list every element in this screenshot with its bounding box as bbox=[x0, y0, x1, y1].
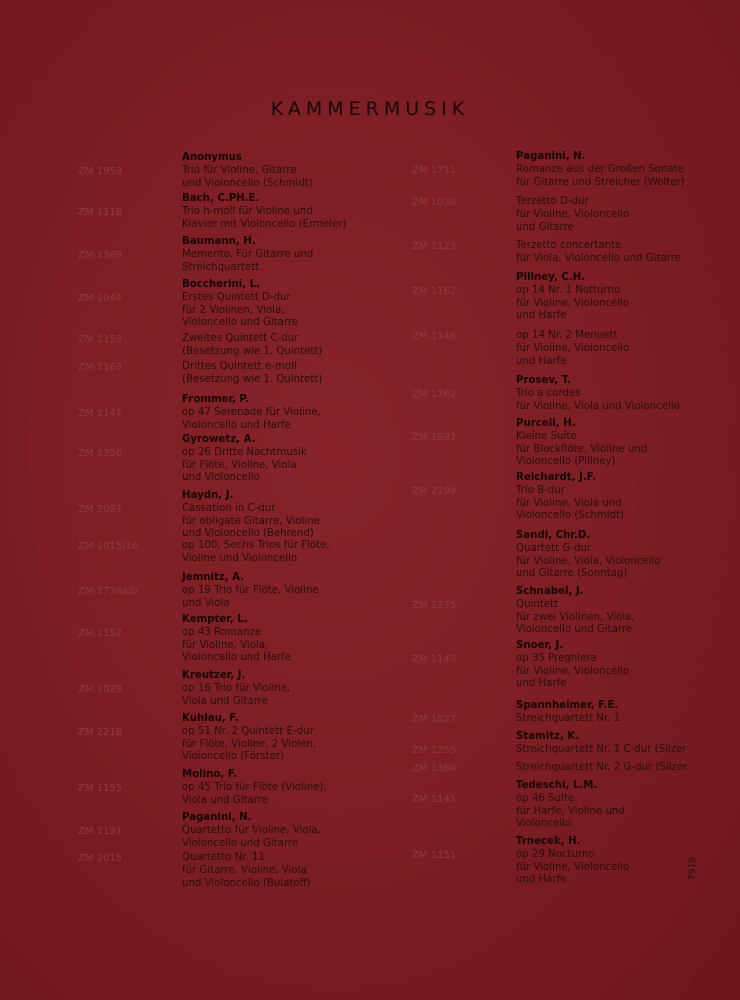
composer-name: Tedeschi, L.M. bbox=[516, 780, 598, 791]
work-description-line: Cassation in C-dur bbox=[182, 502, 276, 514]
work-description-line: und Violoncello (Behrend) bbox=[182, 528, 314, 540]
work-description-line: op 45 Trio für Flöte (Violine), bbox=[182, 781, 327, 793]
entry-text bbox=[182, 812, 321, 850]
work-description-line: und Harfe bbox=[516, 355, 567, 367]
entry-text bbox=[516, 240, 681, 266]
work-description-line: und Harfe bbox=[516, 874, 567, 886]
edition-code: ZM 1141 bbox=[412, 793, 457, 805]
work-description-line: Viola und Gitarre bbox=[182, 695, 268, 707]
edition-code: ZM 1155 bbox=[78, 782, 123, 794]
work-description-line: für Violine, Viola, bbox=[182, 639, 269, 651]
edition-code: ZM 1153 bbox=[78, 334, 123, 345]
work-description-line: und Gitarre (Sonntag) bbox=[516, 568, 628, 580]
work-description-line: und Violoncello (Bulatoff) bbox=[182, 877, 311, 889]
work-description-line: und Harfe bbox=[516, 678, 567, 690]
composer-name: Anonymus bbox=[182, 152, 242, 163]
edition-code: ZM 1275 bbox=[412, 599, 457, 611]
edition-code: ZM 1827 bbox=[412, 713, 457, 725]
work-description-line: und Violoncello bbox=[182, 472, 260, 484]
entry-text bbox=[182, 540, 330, 566]
edition-code: ZM 1162 bbox=[412, 285, 457, 297]
edition-code: ZM 1029 bbox=[78, 683, 123, 695]
work-description-line: op 100, Sechs Trios für Flöte, bbox=[182, 540, 330, 551]
work-description-line: Violoncello bbox=[516, 818, 572, 830]
entry-text bbox=[516, 780, 625, 831]
entry-text bbox=[516, 151, 685, 189]
edition-code: ZM 2015 bbox=[78, 853, 123, 864]
work-description-line: Streichquartett Nr. 1 bbox=[516, 712, 621, 724]
composer-name: Purcell, H. bbox=[516, 418, 576, 429]
work-description-line: für Blockflöte, Violine und bbox=[516, 443, 648, 455]
work-description-line: Kleine Suite bbox=[516, 430, 577, 442]
edition-code: ZM 1953 bbox=[78, 165, 123, 177]
entry-text bbox=[182, 236, 313, 274]
work-description-line: und Violoncello (Schmidt) bbox=[182, 177, 313, 189]
work-description-line: Drittes Quintett e-moll bbox=[182, 361, 297, 372]
page-title: KAMMERMUSIK bbox=[270, 98, 470, 120]
work-description-line: für Violine, Viola und bbox=[516, 497, 622, 509]
entry-text bbox=[516, 530, 661, 581]
work-description-line: (Besetzung wie 1. Quintett) bbox=[182, 373, 323, 385]
work-description-line: Streichquartett Nr. 1 C-dur (Silzer bbox=[516, 743, 687, 755]
edition-code: ZM 2087 bbox=[78, 503, 123, 515]
composer-name: Prosev, T. bbox=[516, 375, 571, 386]
entry-text bbox=[182, 361, 322, 387]
work-description-line: für Gitarre und Streicher (Wolter) bbox=[516, 176, 685, 188]
work-description-line: für zwei Violinen, Viola, bbox=[516, 611, 635, 623]
composer-name: Gyrowetz, A. bbox=[182, 434, 256, 445]
edition-code: ZM 1030 bbox=[412, 197, 457, 208]
edition-code: ZM 1152 bbox=[78, 627, 123, 639]
entry-text bbox=[182, 670, 290, 708]
work-description-line: Quartett G-dur bbox=[516, 542, 592, 554]
edition-code: ZM 1762 bbox=[412, 388, 457, 400]
entry-text bbox=[182, 572, 319, 610]
entry-text bbox=[516, 762, 687, 775]
work-description-line: und Viola bbox=[182, 597, 230, 609]
composer-name: Kuhlau, F. bbox=[182, 713, 239, 724]
work-description-line: Quintett bbox=[516, 598, 559, 610]
work-description-line: für Violine, Violoncello bbox=[516, 297, 630, 309]
edition-code: ZM 2199 bbox=[412, 485, 457, 497]
work-description-line: op 14 Nr. 1 Notturno bbox=[516, 284, 621, 296]
edition-code: ZM 1993 bbox=[412, 431, 457, 443]
edition-code: ZM 1191 bbox=[78, 825, 123, 837]
edition-code: ZM 1356 bbox=[78, 447, 123, 459]
entry-text bbox=[182, 333, 322, 359]
edition-code: ZM 1163 bbox=[78, 362, 123, 373]
composer-name: Bach, C.PH.E. bbox=[182, 193, 260, 204]
composer-name: Snoer, J. bbox=[516, 640, 564, 651]
entry-text bbox=[516, 700, 620, 726]
work-description-line: für Violine, Violoncello bbox=[516, 208, 630, 220]
entry-text bbox=[516, 330, 629, 368]
work-description-line: Violoncello (Pillney) bbox=[516, 456, 616, 468]
work-description-line: op 26 Dritte Nachtmusik bbox=[182, 446, 307, 458]
work-description-line: (Besetzung wie 1. Quintett) bbox=[182, 345, 323, 357]
catalog-number: 7919 bbox=[688, 857, 698, 880]
work-description-line: Memento. Für Gitarre und bbox=[182, 248, 314, 260]
work-description-line: Violoncello und Gitarre bbox=[182, 317, 299, 329]
entry-text bbox=[516, 272, 629, 323]
composer-name: Reichardt, J.F. bbox=[516, 472, 597, 483]
work-description-line: für Flöte, Violine, Viola bbox=[182, 459, 297, 471]
entry-text bbox=[516, 640, 629, 691]
work-description-line: Viola und Gitarre bbox=[182, 794, 268, 806]
work-description-line: op 47 Serenade für Violine, bbox=[182, 406, 321, 418]
work-description-line: Quartetto Nr. 11 bbox=[182, 852, 265, 863]
composer-name: Paganini, N. bbox=[182, 812, 252, 823]
work-description-line: Violoncello und Gitarre bbox=[182, 837, 299, 849]
work-description-line: für Violine, Viola und Violoncello bbox=[516, 400, 680, 412]
work-description-line: op 46 Suite bbox=[516, 792, 575, 804]
composer-name: Frommer, P. bbox=[182, 394, 249, 405]
edition-code: ZM 1015/16 bbox=[78, 541, 139, 552]
work-description-line: Violoncello (Förster) bbox=[182, 751, 284, 763]
work-description-line: für 2 Violinen, Viola, bbox=[182, 304, 285, 316]
work-description-line: op 29 Nocturno bbox=[516, 848, 595, 860]
work-description-line: Erstes Quintett D-dur bbox=[182, 291, 291, 303]
composer-name: Baumann, H. bbox=[182, 236, 256, 247]
entry-text bbox=[182, 713, 316, 764]
composer-name: Molino, F. bbox=[182, 769, 238, 780]
edition-code: ZM 1148 bbox=[412, 331, 457, 342]
work-description-line: für Violine, Violoncello bbox=[516, 342, 630, 354]
entry-text bbox=[516, 472, 624, 523]
work-description-line: Streichquartett bbox=[182, 261, 260, 273]
work-description-line: op 35 Preghiera bbox=[516, 652, 597, 664]
composer-name: Spannheimer, F.E. bbox=[516, 700, 619, 711]
edition-code: ZM 2218 bbox=[78, 726, 123, 738]
entry-text bbox=[182, 193, 347, 231]
composer-name: Haydn, J. bbox=[182, 490, 234, 501]
entry-text bbox=[516, 196, 629, 234]
composer-name: Jemnitz, A. bbox=[182, 572, 245, 583]
composer-name: Trnecek, H. bbox=[516, 836, 581, 847]
entry-text bbox=[182, 152, 313, 190]
work-description-line: op 16 Trio für Violine, bbox=[182, 682, 291, 694]
work-description-line: Violine und Violoncello bbox=[182, 552, 298, 564]
work-description-line: Trio B-dur bbox=[516, 484, 565, 496]
work-description-line: Violoncello (Schmidt) bbox=[516, 510, 625, 522]
work-description-line: Violoncello und Harfe bbox=[182, 652, 291, 664]
work-description-line: op 51 Nr. 2 Quintett E-dur bbox=[182, 725, 314, 737]
edition-code: ZM 1778a/b bbox=[78, 585, 138, 597]
work-description-line: für Violine, Viola, Violoncello bbox=[516, 555, 661, 567]
work-description-line: op 43 Romanze bbox=[182, 626, 262, 638]
work-description-line: für Flöte, Violine, 2 Violen, bbox=[182, 738, 317, 750]
work-description-line: für Violine, Violoncello bbox=[516, 665, 630, 677]
work-description-line: Violoncello und Harfe bbox=[182, 419, 291, 431]
work-description-line: Streichquartett Nr. 2 G-dur (Silzer bbox=[516, 762, 688, 773]
work-description-line: für Harfe, Violine und bbox=[516, 805, 625, 817]
work-description-line: op 19 Trio für Flöte, Violine bbox=[182, 584, 319, 596]
composer-name: Kempter, L. bbox=[182, 614, 248, 625]
work-description-line: Terzetto D-dur bbox=[516, 196, 589, 207]
work-description-line: für Viola, Violoncello und Gitarre bbox=[516, 252, 681, 264]
work-description-line: für Violine, Violoncello bbox=[516, 861, 630, 873]
composer-name: Kreutzer, J. bbox=[182, 670, 246, 681]
edition-code: ZM 1711 bbox=[412, 164, 457, 176]
entry-text bbox=[516, 731, 687, 757]
work-description-line: Quartetto für Violine, Viola, bbox=[182, 824, 321, 836]
entry-text bbox=[516, 836, 629, 887]
work-description-line: Trio a cordes bbox=[516, 387, 581, 399]
work-description-line: Trio h-moll für Violine und bbox=[182, 205, 313, 217]
composer-name: Paganini, N. bbox=[516, 151, 586, 162]
entry-text bbox=[182, 434, 307, 485]
work-description-line: Terzetto concertante bbox=[516, 240, 622, 251]
composer-name: Boccherini, L. bbox=[182, 279, 261, 290]
edition-code: ZM 1118 bbox=[78, 206, 123, 218]
work-description-line: Zweites Quintett C-dur bbox=[182, 333, 299, 344]
work-description-line: op 14 Nr. 2 Menuett bbox=[516, 330, 618, 341]
composer-name: Stamitz, K. bbox=[516, 731, 580, 742]
entry-text bbox=[182, 769, 327, 807]
edition-code: ZM 1359 bbox=[412, 744, 457, 756]
composer-name: Sandi, Chr.D. bbox=[516, 530, 591, 541]
work-description-line: für Gitarre, Violine, Viola bbox=[182, 864, 307, 876]
composer-name: Schnabel, J. bbox=[516, 586, 584, 597]
edition-code: ZM 1151 bbox=[412, 849, 457, 861]
edition-code: ZM 1149 bbox=[412, 653, 457, 665]
entry-text bbox=[182, 279, 298, 330]
work-description-line: und Gitarre bbox=[516, 221, 574, 233]
entry-text bbox=[182, 852, 311, 890]
work-description-line: für obligate Gitarre, Violine bbox=[182, 515, 320, 527]
edition-code: ZM 1369 bbox=[78, 249, 123, 261]
work-description-line: Violoncello und Gitarre bbox=[516, 624, 633, 636]
entry-text bbox=[182, 490, 320, 541]
entry-text bbox=[516, 418, 647, 469]
work-description-line: Romanze aus der Großen Sonate bbox=[516, 163, 684, 175]
work-description-line: und Harfe bbox=[516, 310, 567, 322]
edition-code: ZM 1123 bbox=[412, 241, 457, 252]
edition-code: ZM 1044 bbox=[78, 292, 123, 304]
work-description-line: Trio für Violine, Gitarre bbox=[182, 164, 297, 176]
work-description-line: Klavier mit Violoncello (Ermeler) bbox=[182, 218, 347, 230]
entry-text bbox=[516, 375, 680, 413]
edition-code: ZM 1360 bbox=[412, 763, 457, 774]
composer-name: Pillney, C.H. bbox=[516, 272, 586, 283]
entry-text bbox=[516, 586, 635, 637]
entry-text bbox=[182, 394, 321, 432]
entry-text bbox=[182, 614, 291, 665]
edition-code: ZM 1147 bbox=[78, 407, 123, 419]
